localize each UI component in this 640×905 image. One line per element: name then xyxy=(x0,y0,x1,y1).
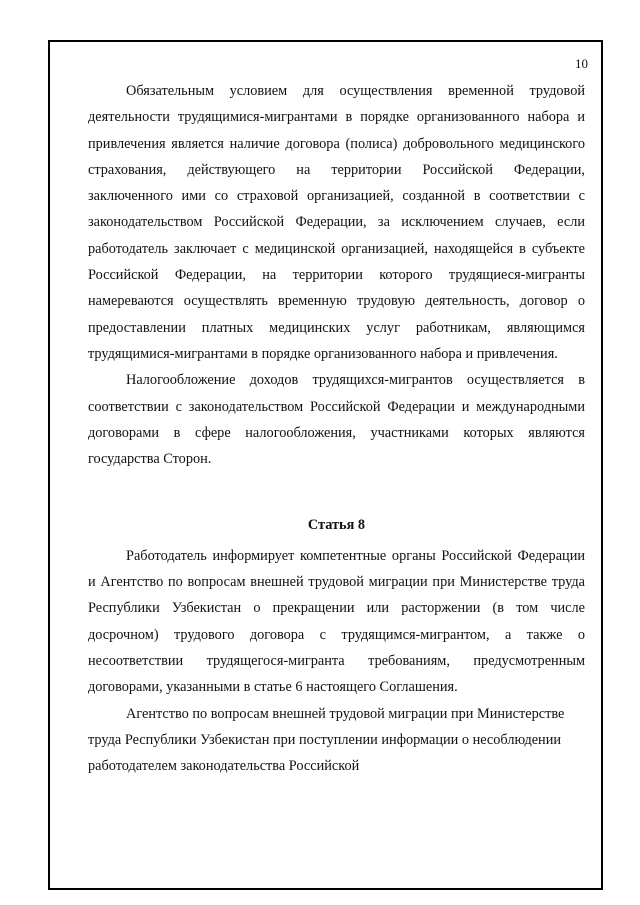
paragraph-taxation: Налогообложение доходов трудящихся-мигрантов осуществляется в соответствии с законодательством Российской Федерации и международными договорами в сфере налогообложения, участниками которых являются государства Сторон. xyxy=(88,372,585,468)
article-heading: Статья 8 xyxy=(307,517,366,534)
document-body xyxy=(88,78,585,779)
paragraph-insurance-requirement: Обязательным условием для осуществления временной трудовой деятельности трудящимися-мигрантами в порядке организованного набора и привлечения является наличие договора (полиса) добровольного медицинского страхования, действующего на территории Российской Федерации, заключенного ими со страховой организацией, созданной в соответствии с законодательством Российской Федерации, за исключением случаев, если работодатель заключает с медицинской организацией, находящейся в субъекте Российской Федерации, на территории которого трудящиеся-мигранты намереваются осуществлять временную трудовую деятельность, договор о предоставлении платных медицинских услуг работникам, являющимся трудящимися-мигрантами в порядке организованного набора и привлечения. xyxy=(88,83,585,362)
page-number: 10 xyxy=(575,56,588,71)
paragraph-agency-information: Агентство по вопросам внешней трудовой миграции при Министерстве труда Республики Узбекистан при поступлении информации о несоблюдении работодателем законодательства Российской xyxy=(88,705,565,775)
paragraph-employer-informs: Работодатель информирует компетентные органы Российской Федерации и Агентство по вопросам внешней трудовой миграции при Министерстве труда Республики Узбекистан о прекращении или расторжении (в том числе досрочном) трудового договора с трудящимся-мигрантом, а также о несоответствии трудящегося-мигранта требованиям, предусмотренным договорами, указанными в статье 6 настоящего Соглашения. xyxy=(88,547,585,696)
